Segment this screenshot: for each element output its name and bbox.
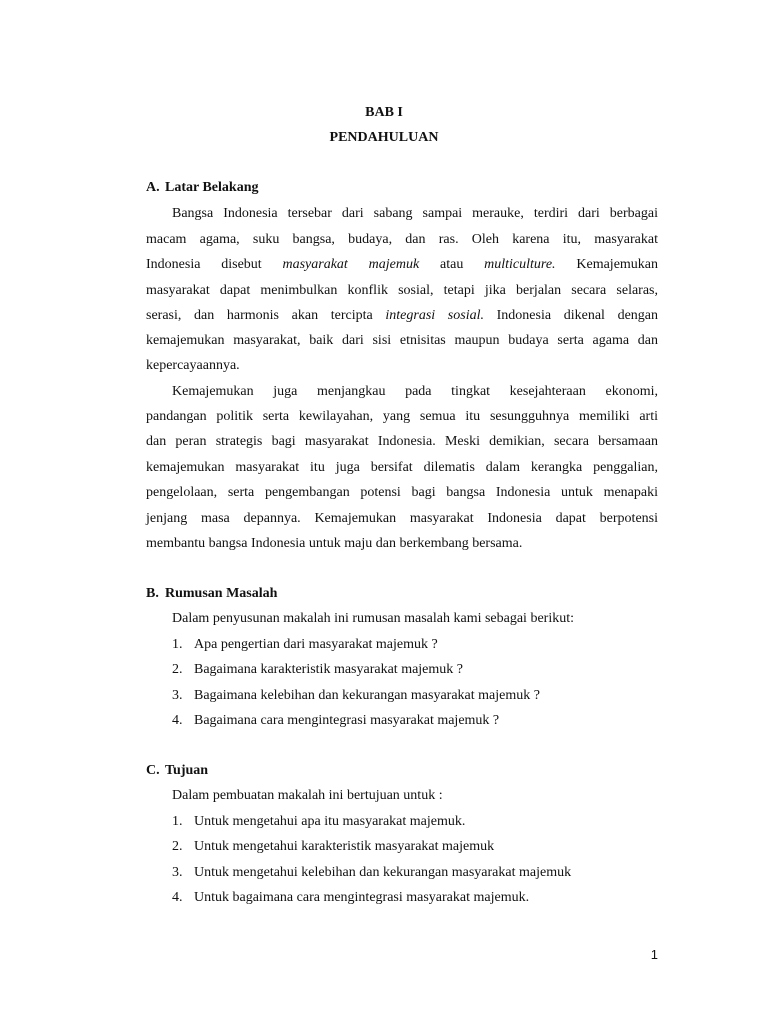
list-item-number: 1. <box>172 637 183 652</box>
para1-line: kemajemukan masyarakat, baik dari sisi etnisitas maupun budaya serta agama dan <box>146 333 658 348</box>
para2-line: pandangan politik serta kewilayahan, yang semua itu sesungguhnya memiliki arti <box>146 409 658 424</box>
list-item-number: 2. <box>172 662 183 677</box>
para1-line: Indonesia disebut masyarakat majemuk atau multiculture. Kemajemukan <box>146 257 659 272</box>
para2-line: kemajemukan masyarakat itu juga bersifat dilematis dalam kerangka penggalian, <box>146 460 658 475</box>
para1-line: masyarakat dapat menimbulkan konflik sosial, tetapi jika berjalan secara selaras, <box>146 283 658 298</box>
list-item-text: Bagaimana karakteristik masyarakat majemuk ? <box>194 662 464 677</box>
list-item-text: Untuk mengetahui apa itu masyarakat majemuk. <box>194 814 466 829</box>
para2-line: jenjang masa depannya. Kemajemukan masyarakat Indonesia dapat berpotensi <box>146 511 658 526</box>
para1-line: Bangsa Indonesia tersebar dari sabang sampai merauke, terdiri dari berbagai <box>172 206 658 221</box>
list-item-text: Untuk bagaimana cara mengintegrasi masyarakat majemuk. <box>194 890 530 905</box>
para2-line: Kemajemukan juga menjangkau pada tingkat kesejahteraan ekonomi, <box>172 384 658 399</box>
para2-line: dan peran strategis bagi masyarakat Indonesia. Meski demikian, secara bersamaan <box>146 434 658 449</box>
term-multiculture: multiculture. <box>484 257 556 272</box>
para1-line: kepercayaannya. <box>146 358 240 373</box>
chapter-title: PENDAHULUAN <box>329 130 439 145</box>
list-item-text: Untuk mengetahui karakteristik masyarakat majemuk <box>194 839 495 854</box>
list-item-number: 3. <box>172 865 183 880</box>
term-integrasi-sosial: integrasi sosial. <box>385 308 484 323</box>
para2-line: pengelolaan, serta pengembangan potensi bagi bangsa Indonesia untuk menapaki <box>146 485 658 500</box>
para1-line: serasi, dan harmonis akan tercipta integrasi sosial. Indonesia dikenal dengan <box>146 308 659 323</box>
chapter-number: BAB I <box>365 105 403 120</box>
section-b-intro: Dalam penyusunan makalah ini rumusan masalah kami sebagai berikut: <box>172 611 574 626</box>
list-item-number: 1. <box>172 814 183 829</box>
list-item-number: 2. <box>172 839 183 854</box>
term-masyarakat-majemuk: masyarakat majemuk <box>282 257 420 272</box>
list-item-number: 4. <box>172 713 183 728</box>
section-b-heading: Rumusan Masalah <box>165 586 278 601</box>
section-a-heading: Latar Belakang <box>165 180 259 195</box>
section-c-letter: C. <box>146 763 160 778</box>
section-c-intro: Dalam pembuatan makalah ini bertujuan untuk : <box>172 788 443 803</box>
para2-line: membantu bangsa Indonesia untuk maju dan berkembang bersama. <box>146 536 523 551</box>
list-item-text: Bagaimana cara mengintegrasi masyarakat majemuk ? <box>194 713 500 728</box>
list-item-text: Bagaimana kelebihan dan kekurangan masyarakat majemuk ? <box>194 688 540 703</box>
para1-line: macam agama, suku bangsa, budaya, dan ras. Oleh karena itu, masyarakat <box>146 232 658 247</box>
section-c-heading: Tujuan <box>165 763 209 778</box>
page-number: 1 <box>650 947 658 962</box>
section-b-letter: B. <box>146 586 159 601</box>
list-item-text: Untuk mengetahui kelebihan dan kekurangan masyarakat majemuk <box>194 865 572 880</box>
list-item-text: Apa pengertian dari masyarakat majemuk ? <box>194 637 438 652</box>
list-item-number: 4. <box>172 890 183 905</box>
section-a-letter: A. <box>146 180 160 195</box>
list-item-number: 3. <box>172 688 183 703</box>
